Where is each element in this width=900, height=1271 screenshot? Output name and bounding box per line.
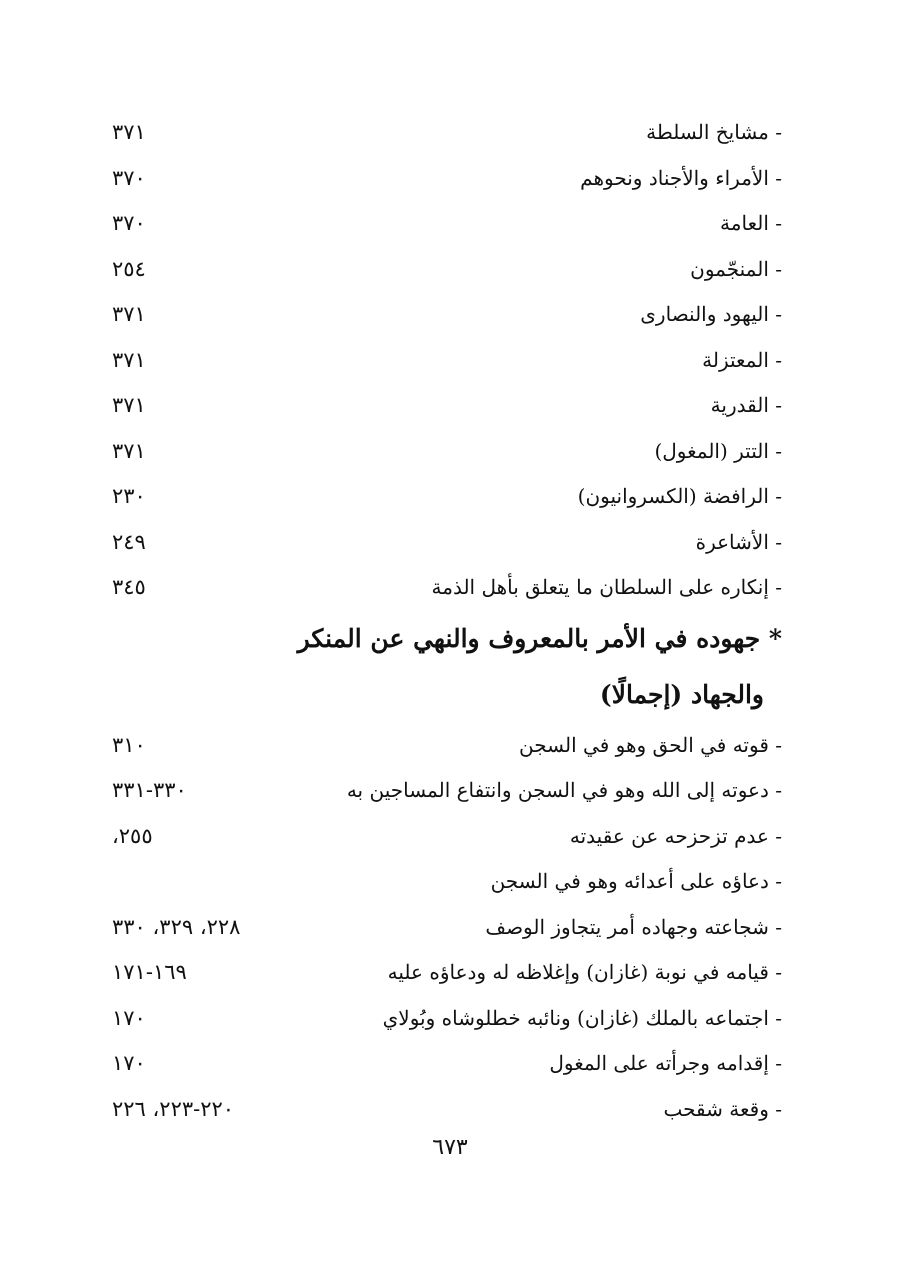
entry-text: - شجاعته وجهاده أمر يتجاوز الوصف (485, 914, 782, 939)
index-entry (0, 429, 900, 475)
entry-text: - القدرية (710, 393, 782, 417)
index-entry (0, 768, 900, 814)
entry-text: - عدم تزحزحه عن عقيدته (569, 823, 782, 848)
entry-text: - دعوته إلى الله وهو في السجن وانتفاع المساجين به (346, 778, 782, 802)
index-entry (0, 565, 900, 611)
entry-pages: ٣١٠ (112, 732, 146, 757)
index-entry (0, 520, 900, 566)
index-entry (0, 156, 900, 202)
section-heading (0, 667, 900, 723)
entry-pages: ٣٣٠-٣٣١ (112, 778, 187, 802)
index-entry (0, 338, 900, 384)
entry-text: - دعاؤه على أعدائه وهو في السجن (490, 869, 782, 893)
entry-text: - الأمراء والأجناد ونحوهم (580, 165, 782, 190)
index-entry (0, 814, 900, 860)
entry-text: - التتر (المغول) (654, 438, 782, 463)
section-heading-line-1: * جهوده في الأمر بالمعروف والنهي عن المنكر (297, 623, 782, 653)
section-heading-line-2: والجهاد (إجمالًا) (599, 679, 764, 709)
index-entry (0, 905, 900, 951)
entry-text: - قيامه في نوبة (غازان) وإغلاظه له ودعاؤه عليه (387, 960, 782, 984)
entry-text: - اليهود والنصارى (640, 302, 782, 326)
entry-pages: ٣٤٥ (112, 575, 146, 599)
entry-text: - المنجّمون (690, 256, 782, 281)
index-entry (0, 110, 900, 156)
index-entry (0, 1087, 900, 1133)
entry-text: - إنكاره على السلطان ما يتعلق بأهل الذمة (431, 575, 782, 599)
entry-pages: ٢٢٠-٢٢٣، ٢٢٦ (112, 1096, 235, 1121)
index-entry (0, 996, 900, 1042)
entry-text: - الرافضة (الكسروانيون) (577, 484, 782, 508)
entry-text: - المعتزلة (702, 347, 782, 372)
entry-pages: ١٧٠ (112, 1005, 146, 1030)
index-entry (0, 292, 900, 338)
index-entry (0, 1041, 900, 1087)
index-entry (0, 859, 900, 905)
entry-pages: ١٦٩-١٧١ (112, 960, 187, 984)
entry-pages: ٣٧٠ (112, 165, 146, 190)
entry-text: - مشايخ السلطة (646, 120, 782, 144)
entry-text: - قوته في الحق وهو في السجن (519, 732, 782, 757)
entry-pages: ١٧٠ (112, 1051, 146, 1075)
entry-text: - العامة (720, 211, 782, 235)
entry-pages: ٢٥٥، (112, 823, 153, 848)
entry-text: - وقعة شقحب (663, 1096, 782, 1121)
entry-text: - اجتماعه بالملك (غازان) ونائبه خطلوشاه وبُولاي (382, 1005, 782, 1030)
entry-pages: ٣٧١ (112, 302, 146, 326)
entry-pages: ٣٧١ (112, 120, 146, 144)
index-entry (0, 201, 900, 247)
entry-pages: ٢٢٨، ٣٢٩، ٣٣٠ (112, 914, 241, 939)
index-entry (0, 723, 900, 769)
page-number: ٦٧٣ (432, 1135, 468, 1160)
entry-pages: ٣٧١ (112, 347, 146, 372)
entry-pages: ٢٣٠ (112, 484, 146, 508)
index-entry (0, 383, 900, 429)
entry-text: - إقدامه وجرأته على المغول (549, 1051, 782, 1075)
entry-pages: ٢٤٩ (112, 529, 146, 554)
entry-pages: ٢٥٤ (112, 256, 146, 281)
entry-text: - الأشاعرة (695, 529, 782, 554)
entry-pages: ٣٧١ (112, 393, 146, 417)
section-heading (0, 611, 900, 667)
index-entry (0, 950, 900, 996)
entry-pages: ٣٧١ (112, 438, 146, 463)
entry-pages: ٣٧٠ (112, 211, 146, 235)
index-entry (0, 474, 900, 520)
index-entry (0, 247, 900, 293)
index-entries (0, 110, 900, 1132)
